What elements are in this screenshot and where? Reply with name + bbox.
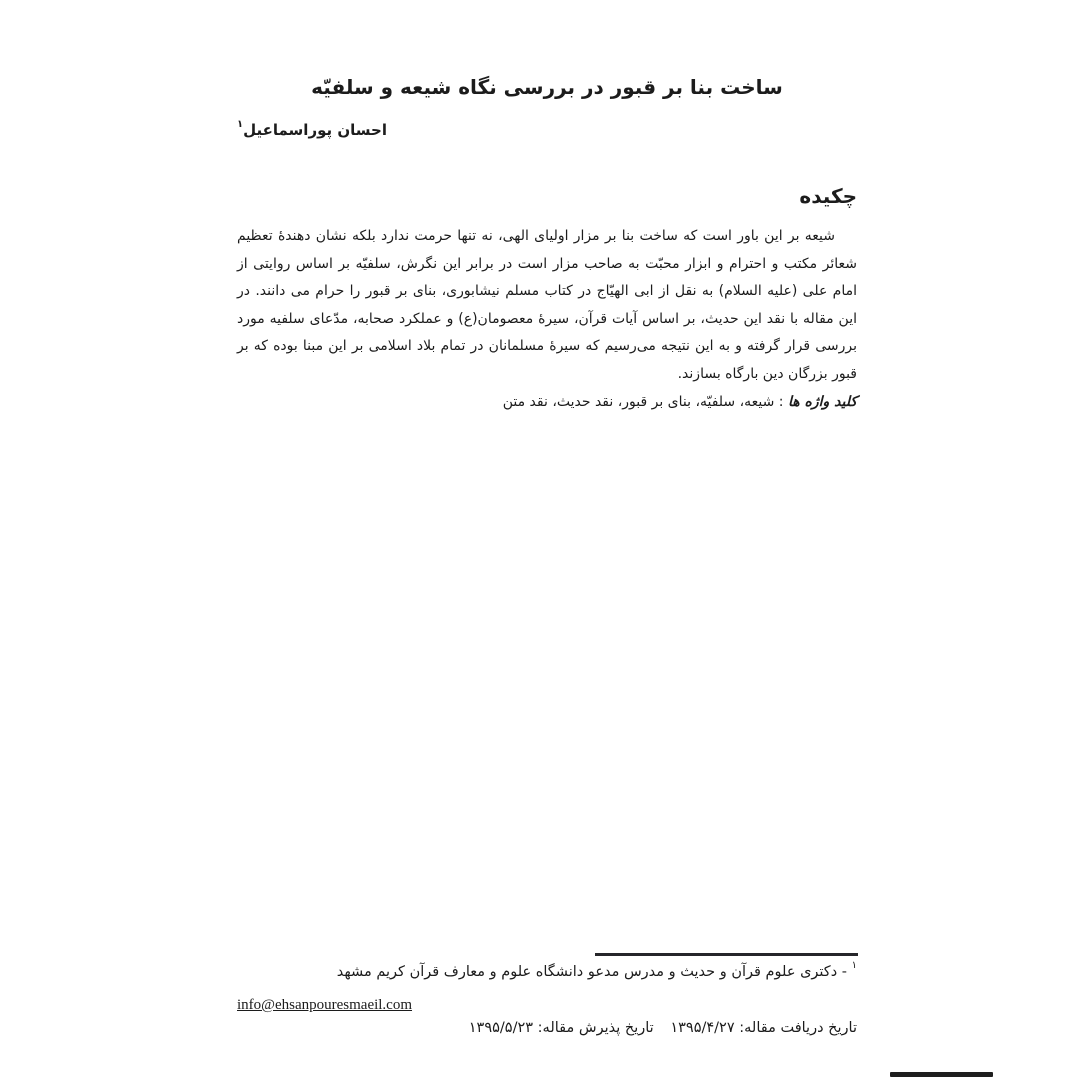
paper-title: ساخت بنا بر قبور در بررسی نگاه شیعه و سلفیّه: [311, 75, 783, 100]
abstract-text: شیعه بر این باور است که ساخت بنا بر مزار اولیای الهی، نه تنها حرمت ندارد بلکه نشان دهندهٔ تعظیم شعائر مکتب و احترام و ابزار محبّت به صاحب مزار است در برابر این نگرش، سلفیّه بر اساس روایتی از امام علی (علیه السلام) به نقل از ابی الهیّاج در کتاب مسلم نیشابوری، بنای بر قبور را حرام می دانند. در این مقاله با نقد این حدیث، بر اساس آیات قرآن، سیرهٔ معصومان(ع) و عملکرد صحابه، مدّعای سلفیه مورد بررسی قرار گرفته و به این نتیجه می‌رسیم که سیرهٔ مسلمانان در تمام بلاد اسلامی بر این مبنا بوده که بر قبور بزرگان دین بارگاه بسازند.: [237, 228, 857, 382]
accepted-date-label: تاریخ پذیرش مقاله:: [537, 1020, 654, 1036]
author-line: [237, 121, 857, 139]
footnote-affiliation-text: - دکتری علوم قرآن و حدیث و مدرس مدعو دانشگاه علوم و معارف قرآن کریم مشهد: [336, 963, 848, 980]
received-date-label: تاریخ دریافت مقاله:: [739, 1020, 857, 1036]
received-date-value: ۱۳۹۵/۴/۲۷: [670, 1020, 735, 1036]
keywords-separator: :: [774, 394, 788, 410]
author-footnote-ref: ۱: [237, 119, 244, 130]
footnote-affiliation-line: [237, 962, 857, 980]
footnote-separator-rule: [595, 953, 858, 956]
abstract-heading: چکیده: [799, 184, 857, 208]
scan-artifact-bar: [890, 1072, 993, 1077]
keywords-line: [237, 394, 857, 410]
keywords-label: کلید واژه ها: [787, 394, 857, 410]
email-link[interactable]: info@ehsanpouresmaeil.com: [237, 997, 413, 1013]
author-name: احسان پوراسماعیل: [243, 121, 387, 139]
text-column: [237, 0, 857, 1080]
accepted-date-value: ۱۳۹۵/۵/۲۳: [468, 1020, 534, 1036]
footnote-ref-number: ۱: [851, 960, 857, 971]
article-dates-line: [237, 1020, 857, 1036]
keywords-value: شیعه، سلفیّه، بنای بر قبور، نقد حدیث، نقد متن: [502, 394, 775, 410]
